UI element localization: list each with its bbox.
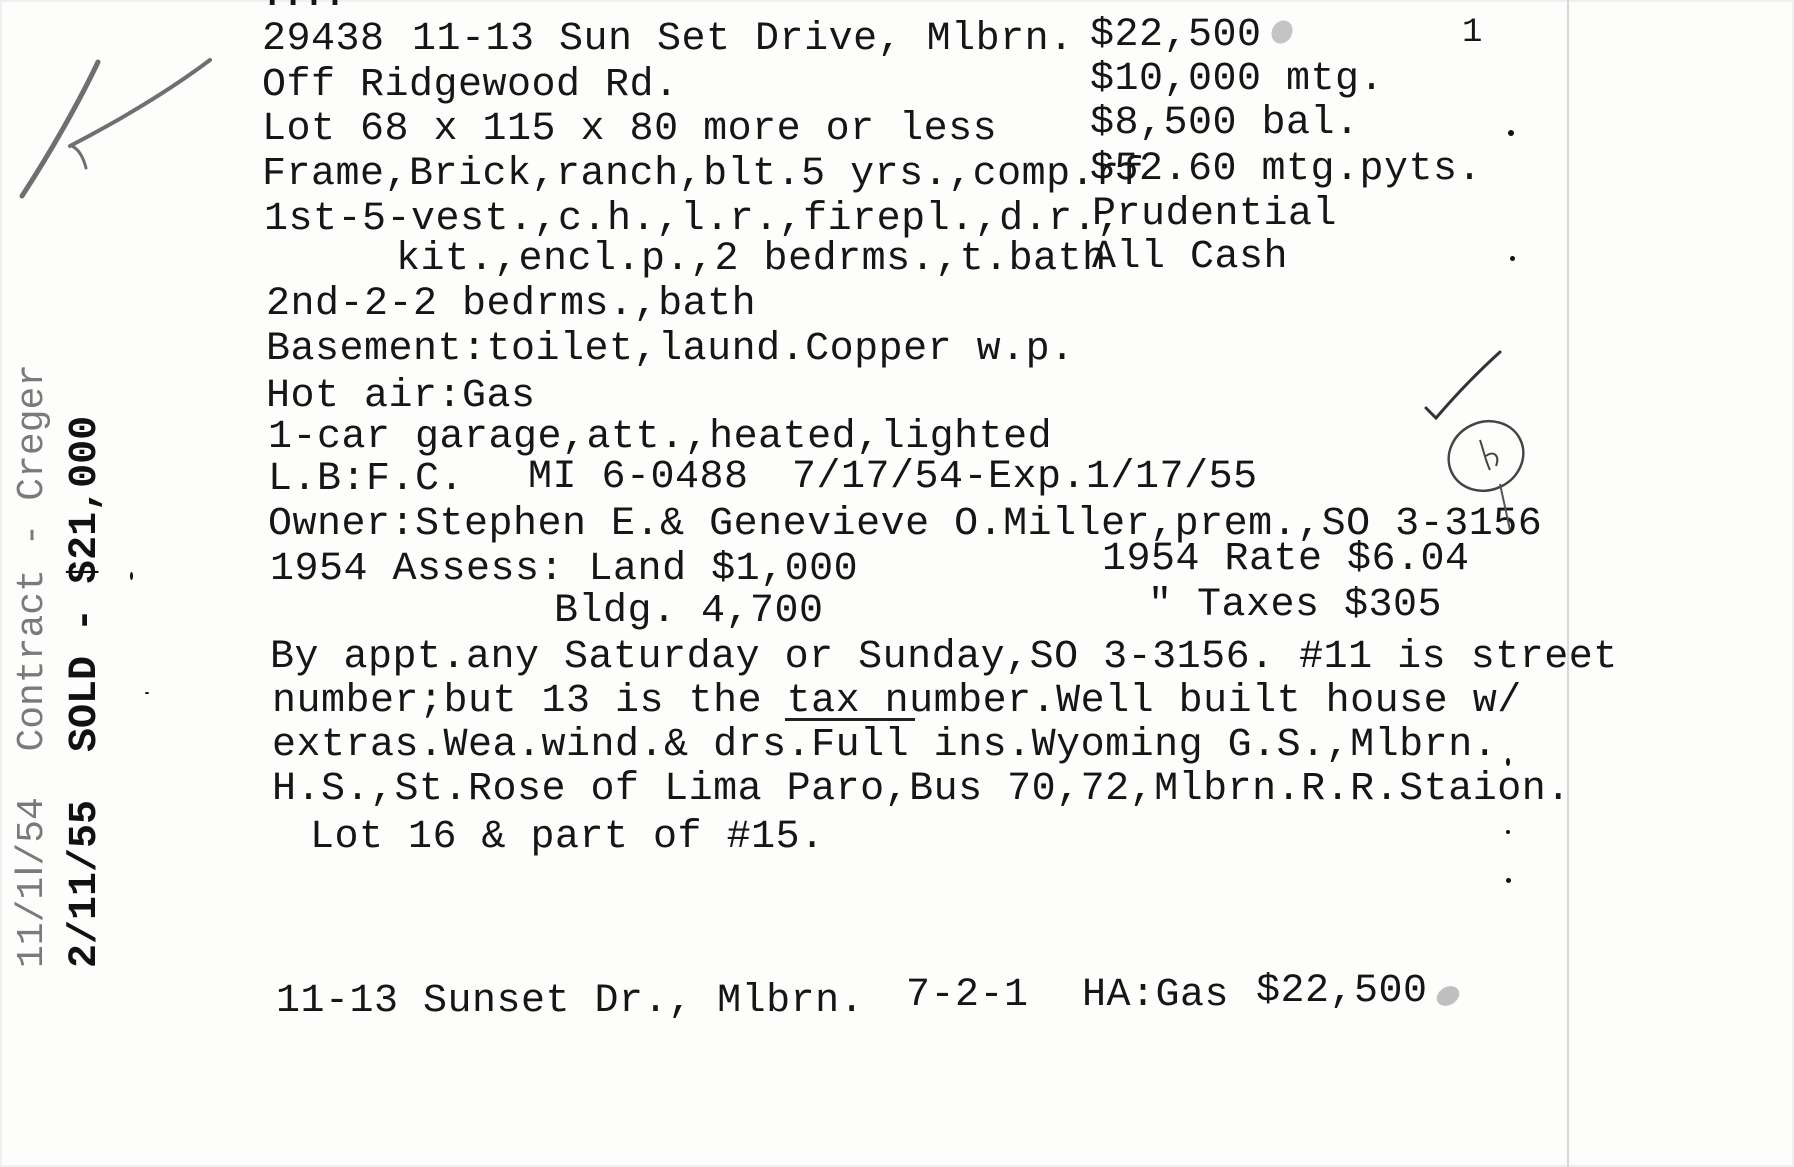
- footer-heat: HA:Gas: [1082, 973, 1230, 1018]
- remarks-line-4: H.S.,St.Rose of Lima Paro,Bus 70,72,Mlbrn.R.R.Staion.: [272, 767, 1571, 812]
- construction-line: Frame,Brick,ranch,blt.5 yrs.,comp.rf: [262, 152, 1145, 197]
- taxes: " Taxes $305: [1148, 583, 1443, 628]
- broker-phone: MI 6-0488: [528, 455, 749, 500]
- pencil-k-mark: [72, 146, 86, 168]
- tax-rate: 1954 Rate $6.04: [1102, 537, 1470, 582]
- mortgage-balance: $8,500 bal.: [1090, 101, 1360, 146]
- garage-line: 1-car garage,att.,heated,lighted: [268, 415, 1053, 460]
- listing-number: 29438: [262, 17, 385, 62]
- owner-line: Owner:Stephen E.& Genevieve O.Miller,prem.,SO 3-3156: [268, 502, 1543, 547]
- remarks-line-5: Lot 16 & part of #15.: [310, 815, 825, 860]
- first-floor-line-1: 1st-5-vest.,c.h.,l.r.,firepl.,d.r.,: [264, 197, 1122, 242]
- remarks-line-3: extras.Wea.wind.& drs.Full ins.Wyoming G.S.,Mlbrn.: [272, 723, 1498, 768]
- pencil-check-mark: [1426, 352, 1500, 418]
- listing-address: 11-13 Sun Set Drive, Mlbrn.: [412, 17, 1074, 62]
- remarks-line-1: By appt.any Saturday or Sunday,SO 3-3156. #11 is street: [270, 635, 1618, 680]
- pencil-circle-mark: [1480, 440, 1497, 470]
- contract-note: 11/1Ⅰ/54 Contract - Creger: [11, 363, 54, 968]
- location-line: Off Ridgewood Rd.: [262, 63, 679, 108]
- listing-broker: L.B:F.C.: [268, 457, 465, 502]
- basement-line: Basement:toilet,laund.Copper w.p.: [266, 327, 1075, 372]
- asking-price: $22,500: [1090, 13, 1262, 58]
- sold-note: 2/11/55 SOLD - $21,000: [63, 415, 108, 968]
- listing-dates: 7/17/54-Exp.1/17/55: [792, 455, 1258, 500]
- footer-price: $22,500: [1256, 969, 1428, 1014]
- first-floor-line-2: kit.,encl.p.,2 bedrms.,t.bath: [396, 237, 1107, 282]
- footer-rooms: 7-2-1: [906, 973, 1029, 1018]
- mortgage-amount: $10,000 mtg.: [1090, 57, 1385, 102]
- lot-line: Lot 68 x 115 x 80 more or less: [262, 107, 998, 152]
- second-floor-line: 2nd-2-2 bedrms.,bath: [266, 282, 757, 327]
- pencil-k-mark: [22, 62, 98, 196]
- mortgage-lender: Prudential: [1092, 192, 1338, 237]
- page-number: 1: [1462, 14, 1483, 52]
- remarks-line-2: number;but 13 is the tax number.Well built house w/: [272, 679, 1522, 724]
- footer-address: 11-13 Sunset Dr., Mlbrn.: [276, 979, 865, 1024]
- pencil-smudge: [1267, 17, 1296, 48]
- assessment-land: 1954 Assess: Land $1,000: [270, 547, 859, 592]
- heat-line: Hot air:Gas: [266, 374, 536, 419]
- pencil-circle-mark: [1500, 484, 1510, 530]
- sale-terms: All Cash: [1092, 235, 1289, 280]
- pencil-smudge: [1433, 982, 1463, 1010]
- assessment-building: Bldg. 4,700: [554, 589, 824, 634]
- mortgage-payments: $52.60 mtg.pyts.: [1090, 147, 1483, 192]
